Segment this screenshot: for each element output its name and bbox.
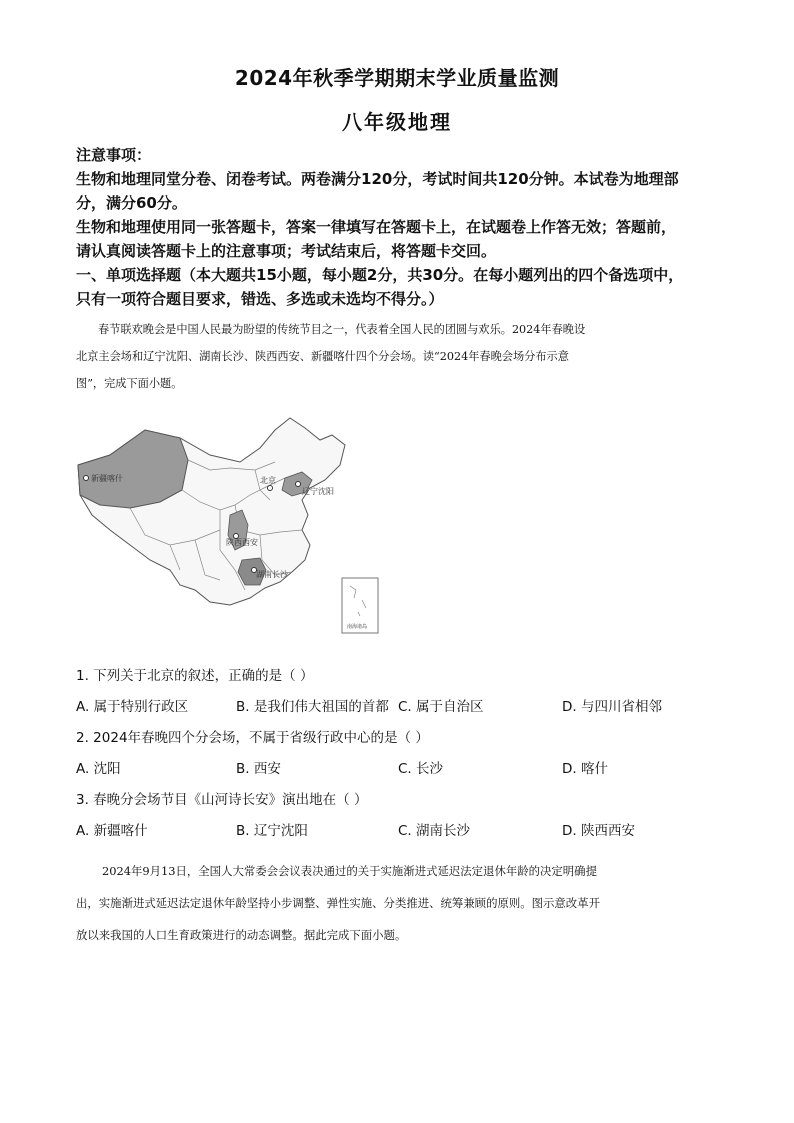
q1-option-a[interactable]: A. 属于特别行政区	[76, 699, 189, 715]
passage-line: 春节联欢晚会是中国人民最为盼望的传统节目之一，代表着全国人民的团圆与欢乐。2024年春晚设	[98, 323, 586, 336]
q2-option-c[interactable]: C. 长沙	[398, 761, 444, 777]
inset-label: 南海诸岛	[347, 624, 368, 630]
q3-option-d[interactable]: D. 陕西西安	[562, 823, 635, 839]
kashgar-marker	[84, 476, 89, 481]
question-1-stem: 1. 下列关于北京的叙述，正确的是（ ）	[76, 668, 314, 684]
q1-option-d[interactable]: D. 与四川省相邻	[562, 699, 662, 715]
label-shenyang: 辽宁沈阳	[302, 487, 334, 496]
section-heading: 只有一项符合题目要求，错选、多选或未选均不得分。）	[76, 290, 444, 308]
passage-line: 放以来我国的人口生育政策进行的动态调整。据此完成下面小题。	[76, 928, 407, 942]
china-map-svg	[70, 410, 400, 645]
notice-heading: 注意事项：	[76, 146, 152, 164]
label-beijing: 北京	[260, 476, 276, 485]
beijing-marker	[268, 486, 273, 491]
shenyang-marker	[296, 482, 301, 487]
notice-line: 生物和地理使用同一张答题卡，答案一律填写在答题卡上，在试题卷上作答无效；答题前，	[76, 218, 677, 236]
label-changsha: 湖南长沙	[256, 570, 288, 579]
notice-block	[76, 143, 726, 311]
notice-line: 分，满分60分。	[76, 194, 187, 212]
q1-option-c[interactable]: C. 属于自治区	[398, 699, 484, 715]
venue-distribution-map	[70, 410, 400, 645]
notice-line: 生物和地理同堂分卷、闭卷考试。两卷满分120分，考试时间共120分钟。本试卷为地理部	[76, 170, 679, 188]
question-2-stem: 2. 2024年春晚四个分会场，不属于省级行政中心的是（ ）	[76, 730, 429, 746]
q2-option-b[interactable]: B. 西安	[236, 761, 281, 777]
passage-line: 2024年9月13日，全国人大常委会会议表决通过的关于实施渐进式延迟法定退休年龄的决定明确提	[102, 864, 597, 878]
passage-line: 北京主会场和辽宁沈阳、湖南长沙、陕西西安、新疆喀什四个分会场。读“2024年春晚会场分布示意	[76, 350, 569, 363]
passage-1	[76, 316, 726, 397]
notice-line: 请认真阅读答题卡上的注意事项；考试结束后，将答题卡交回。	[76, 242, 497, 260]
label-kashgar: 新疆喀什	[91, 474, 123, 483]
label-xian: 陕西西安	[226, 538, 258, 547]
q3-option-b[interactable]: B. 辽宁沈阳	[236, 823, 308, 839]
q2-option-d[interactable]: D. 喀什	[562, 761, 608, 777]
page-subtitle: 八年级地理	[342, 110, 452, 134]
page-title: 2024年秋季学期期末学业质量监测	[234, 66, 560, 90]
q1-option-b[interactable]: B. 是我们伟大祖国的首都	[236, 699, 389, 715]
q2-option-a[interactable]: A. 沈阳	[76, 761, 121, 777]
q3-option-a[interactable]: A. 新疆喀什	[76, 823, 148, 839]
passage-line: 出，实施渐进式延迟法定退休年龄坚持小步调整、弹性实施、分类推进、统筹兼顾的原则。图示意改革开	[76, 896, 600, 910]
section-heading: 一、单项选择题（本大题共15小题，每小题2分，共30分。在每小题列出的四个备选项中，	[76, 266, 684, 284]
q3-option-c[interactable]: C. 湖南长沙	[398, 823, 471, 839]
passage-2	[76, 855, 726, 951]
question-3-stem: 3. 春晚分会场节目《山河诗长安》演出地在（ ）	[76, 792, 368, 808]
passage-line: 图”，完成下面小题。	[76, 377, 183, 390]
